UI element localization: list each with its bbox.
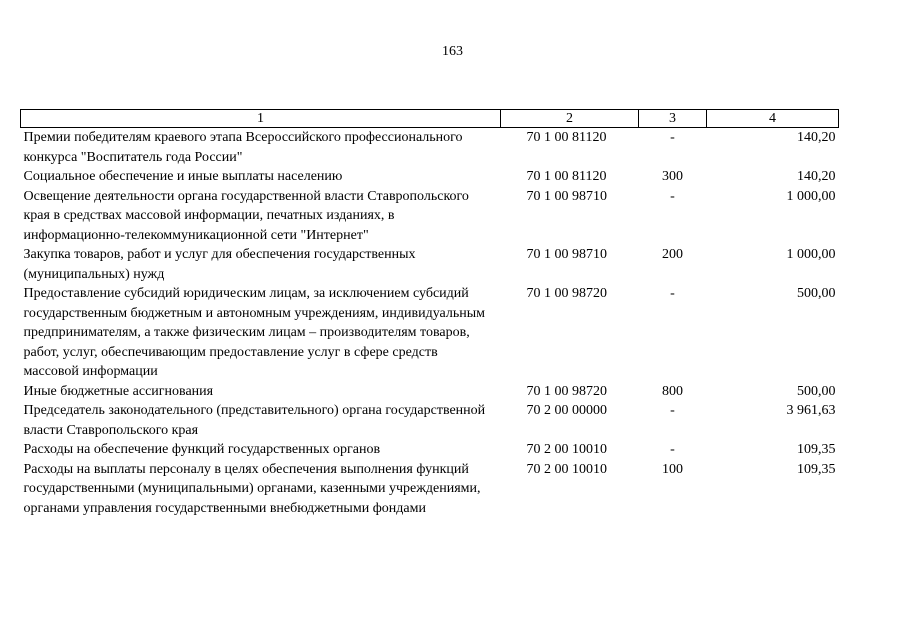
row-type: 200 [662,247,683,262]
row-code: 70 1 00 98710 [526,247,607,262]
column-header-type: 3 [639,110,707,128]
row-type: - [670,130,675,145]
row-code: 70 1 00 81120 [526,169,607,184]
table-row [21,167,839,187]
row-name: Расходы на обеспечение функций государственных органов [23,442,381,457]
row-amount: 109,35 [797,461,836,477]
row-type: 300 [662,169,683,184]
row-amount: 500,00 [797,286,836,301]
row-code: 70 2 00 10010 [526,461,607,477]
row-code: 70 1 00 81120 [526,130,607,145]
row-name: Освещение деятельности органа государственной власти Ставропольского края в средствах массовой информации, печатных изданиях, в информационно-телекоммуникационной сети "Интернет" [23,188,469,243]
table-row [21,460,839,519]
column-header-name: 1 [21,110,501,128]
row-type: - [670,286,675,301]
column-header-code: 2 [501,110,639,128]
row-type: 800 [662,383,683,399]
row-name: Расходы на выплаты персоналу в целях обеспечения выполнения функций государственными (муниципальными) органами, казенными учреждениями, органами управления государственными внебюджетными фондами [23,461,481,516]
table-row [21,382,839,402]
table-row [21,284,839,382]
table-row [21,128,839,168]
table-row [21,401,839,440]
row-name: Председатель законодательного (представительного) органа государственной власти Ставропольского края [23,403,486,438]
row-amount: 109,35 [797,442,836,457]
row-amount: 140,20 [797,130,836,145]
row-type: 100 [662,461,683,477]
row-name: Социальное обеспечение и иные выплаты населению [23,169,343,184]
row-type: - [670,403,675,418]
table-row [21,245,839,284]
row-amount: 1 000,00 [786,247,836,262]
row-amount: 1 000,00 [786,188,836,204]
row-name: Закупка товаров, работ и услуг для обеспечения государственных (муниципальных) нужд [23,247,416,282]
table-row [21,440,839,460]
page-number: 163 [442,44,463,59]
row-type: - [670,188,675,204]
row-name: Иные бюджетные ассигнования [23,383,214,399]
table-row [21,187,839,246]
row-code: 70 1 00 98710 [526,188,607,204]
row-code: 70 1 00 98720 [526,383,607,399]
row-code: 70 1 00 98720 [526,286,607,301]
row-type: - [670,442,675,457]
column-header-amount: 4 [707,110,839,128]
budget-table [20,109,839,518]
row-amount: 500,00 [797,383,836,399]
row-code: 70 2 00 10010 [526,442,607,457]
row-amount: 3 961,63 [786,403,836,418]
table-header-row [21,110,839,128]
row-amount: 140,20 [797,169,836,184]
row-name: Предоставление субсидий юридическим лицам, за исключением субсидий государственным бюджетным и автономным учреждениям, индивидуальным предпринимателям, а также физическим лицам – производителям товаров, работ, услуг, обеспечивающим предоставление услуг в сфере средств массовой информации [23,286,486,379]
row-code: 70 2 00 00000 [526,403,607,418]
row-name: Премии победителям краевого этапа Всероссийского профессионального конкурса "Воспитатель года России" [23,130,463,165]
